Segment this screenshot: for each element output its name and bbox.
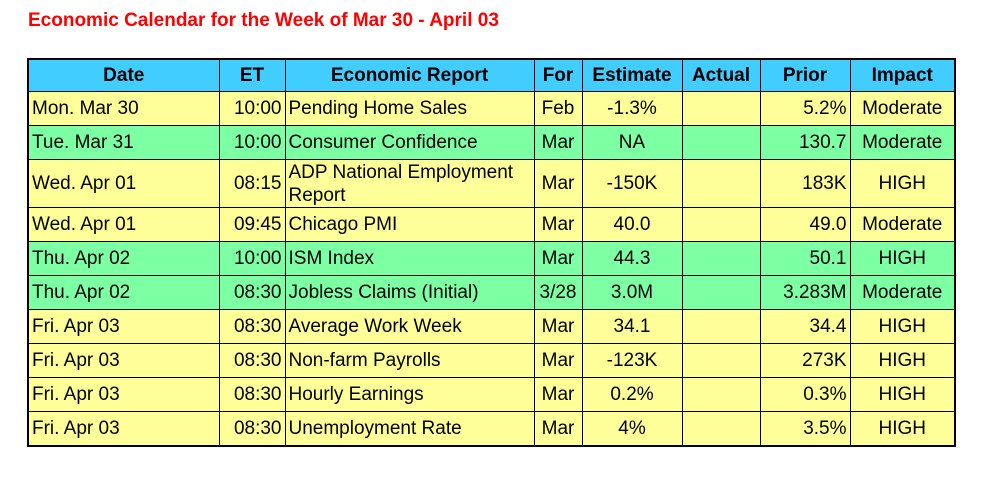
cell-prior: 49.0 [760,208,850,242]
cell-for: Mar [534,242,582,276]
cell-impact: Moderate [850,92,955,126]
cell-prior: 273K [760,344,850,378]
cell-estimate: -150K [582,160,682,208]
header-row [28,59,955,92]
cell-date: Fri. Apr 03 [28,378,219,412]
cell-report: Non-farm Payrolls [285,344,534,378]
cell-report: Unemployment Rate [285,412,534,447]
cell-prior: 34.4 [760,310,850,344]
cell-actual [682,208,760,242]
cell-prior: 50.1 [760,242,850,276]
cell-estimate: 0.2% [582,378,682,412]
header-date: Date [28,59,219,92]
cell-for: 3/28 [534,276,582,310]
cell-et: 08:30 [219,310,285,344]
cell-actual [682,276,760,310]
cell-report: Consumer Confidence [285,126,534,160]
header-for: For [534,59,582,92]
cell-date: Fri. Apr 03 [28,344,219,378]
header-estimate: Estimate [582,59,682,92]
cell-prior: 183K [760,160,850,208]
cell-actual [682,160,760,208]
cell-report: ISM Index [285,242,534,276]
table-row [28,92,955,126]
cell-date: Tue. Mar 31 [28,126,219,160]
table-row [28,242,955,276]
cell-et: 09:45 [219,208,285,242]
cell-et: 10:00 [219,242,285,276]
cell-estimate: -1.3% [582,92,682,126]
cell-date: Wed. Apr 01 [28,208,219,242]
header-impact: Impact [850,59,955,92]
cell-prior: 0.3% [760,378,850,412]
cell-for: Feb [534,92,582,126]
cell-et: 08:30 [219,412,285,447]
cell-estimate: 4% [582,412,682,447]
table-row [28,378,955,412]
cell-impact: HIGH [850,310,955,344]
cell-et: 08:30 [219,276,285,310]
cell-impact: Moderate [850,208,955,242]
cell-date: Fri. Apr 03 [28,310,219,344]
cell-report: Pending Home Sales [285,92,534,126]
cell-actual [682,126,760,160]
cell-for: Mar [534,310,582,344]
cell-impact: HIGH [850,242,955,276]
cell-estimate: 34.1 [582,310,682,344]
cell-for: Mar [534,208,582,242]
cell-report: Chicago PMI [285,208,534,242]
cell-estimate: 3.0M [582,276,682,310]
cell-for: Mar [534,160,582,208]
cell-date: Thu. Apr 02 [28,276,219,310]
cell-for: Mar [534,378,582,412]
page-title: Economic Calendar for the Week of Mar 30 - April 03 [28,10,499,31]
cell-actual [682,92,760,126]
cell-actual [682,242,760,276]
cell-et: 10:00 [219,92,285,126]
cell-prior: 130.7 [760,126,850,160]
cell-prior: 3.283M [760,276,850,310]
cell-estimate: -123K [582,344,682,378]
table-row [28,160,955,208]
cell-impact: Moderate [850,126,955,160]
table-row [28,344,955,378]
table-row [28,208,955,242]
table-row [28,276,955,310]
table-row [28,310,955,344]
header-actual: Actual [682,59,760,92]
cell-impact: HIGH [850,412,955,447]
cell-actual [682,412,760,447]
cell-date: Fri. Apr 03 [28,412,219,447]
cell-prior: 3.5% [760,412,850,447]
cell-report: Jobless Claims (Initial) [285,276,534,310]
table-row [28,126,955,160]
cell-et: 08:15 [219,160,285,208]
cell-actual [682,378,760,412]
cell-estimate: 40.0 [582,208,682,242]
cell-report: Average Work Week [285,310,534,344]
cell-et: 08:30 [219,344,285,378]
cell-impact: HIGH [850,160,955,208]
cell-actual [682,310,760,344]
cell-impact: HIGH [850,344,955,378]
cell-report: ADP National Employment Report [285,160,534,208]
cell-prior: 5.2% [760,92,850,126]
economic-calendar-table [27,58,956,447]
cell-for: Mar [534,344,582,378]
cell-date: Wed. Apr 01 [28,160,219,208]
cell-actual [682,344,760,378]
cell-date: Thu. Apr 02 [28,242,219,276]
cell-for: Mar [534,412,582,447]
cell-for: Mar [534,126,582,160]
cell-et: 08:30 [219,378,285,412]
cell-impact: HIGH [850,378,955,412]
cell-estimate: 44.3 [582,242,682,276]
header-prior: Prior [760,59,850,92]
cell-date: Mon. Mar 30 [28,92,219,126]
cell-estimate: NA [582,126,682,160]
cell-report: Hourly Earnings [285,378,534,412]
cell-impact: Moderate [850,276,955,310]
header-et: ET [219,59,285,92]
cell-et: 10:00 [219,126,285,160]
table-row [28,412,955,447]
header-report: Economic Report [285,59,534,92]
